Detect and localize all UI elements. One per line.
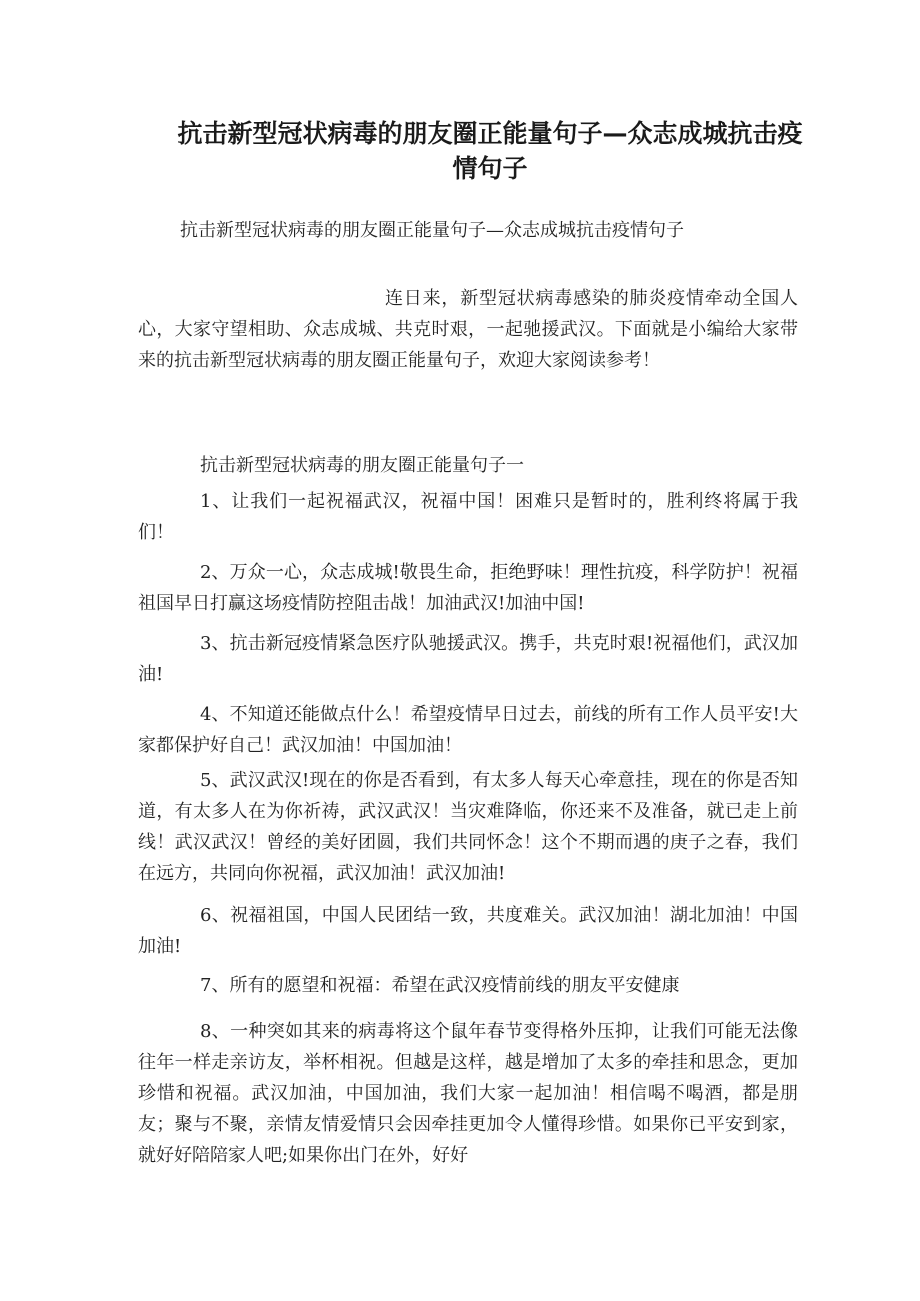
section-heading: 抗击新型冠状病毒的朋友圈正能量句子一 <box>200 455 524 476</box>
document-title: 抗击新型冠状病毒的朋友圈正能量句子—众志成城抗击疫情句子 <box>177 119 803 183</box>
list-item: 2、万众一心，众志成城!敬畏生命，拒绝野味！理性抗疫，科学防护！祝福祖国早日打赢这场疫情防控阻击战！加油武汉!加油中国! <box>138 562 798 614</box>
list-item: 8、一种突如其来的病毒将这个鼠年春节变得格外压抑，让我们可能无法像往年一样走亲访友，举杯相祝。但越是这样，越是增加了太多的牵挂和思念，更加珍惜和祝福。武汉加油，中国加油，我们大家一起加油！相信喝不喝酒，都是朋友；聚与不聚，亲情友情爱情只会因牵挂更加令人懂得珍惜。如果你已平安到家，就好好陪陪家人吧;如果你出门在外，好好 <box>138 1021 798 1166</box>
intro-paragraph: 连日来，新型冠状病毒感染的肺炎疫情牵动全国人心，大家守望相助、众志成城、共克时艰，一起驰援武汉。下面就是小编给大家带来的抗击新型冠状病毒的朋友圈正能量句子，欢迎大家阅读参考！ <box>138 288 798 371</box>
list-item: 1、让我们一起祝福武汉，祝福中国！困难只是暂时的，胜利终将属于我们！ <box>138 491 798 543</box>
list-item: 7、所有的愿望和祝福：希望在武汉疫情前线的朋友平安健康 <box>200 975 680 996</box>
document-subtitle: 抗击新型冠状病毒的朋友圈正能量句子—众志成城抗击疫情句子 <box>180 220 684 241</box>
list-item: 4、不知道还能做点什么！希望疫情早日过去，前线的所有工作人员平安!大家都保护好自己！武汉加油！中国加油！ <box>138 704 798 756</box>
list-item: 5、武汉武汉!现在的你是否看到，有太多人每天心牵意挂，现在的你是否知道，有太多人在为你祈祷，武汉武汉！当灾难降临，你还来不及准备，就已走上前线！武汉武汉！曾经的美好团圆，我们共同怀念！这个不期而遇的庚子之春，我们在远方，共同向你祝福，武汉加油！武汉加油! <box>138 770 798 884</box>
list-item: 3、抗击新冠疫情紧急医疗队驰援武汉。携手，共克时艰!祝福他们，武汉加油! <box>138 633 798 685</box>
list-item: 6、祝福祖国，中国人民团结一致，共度难关。武汉加油！湖北加油！中国加油! <box>138 905 798 957</box>
